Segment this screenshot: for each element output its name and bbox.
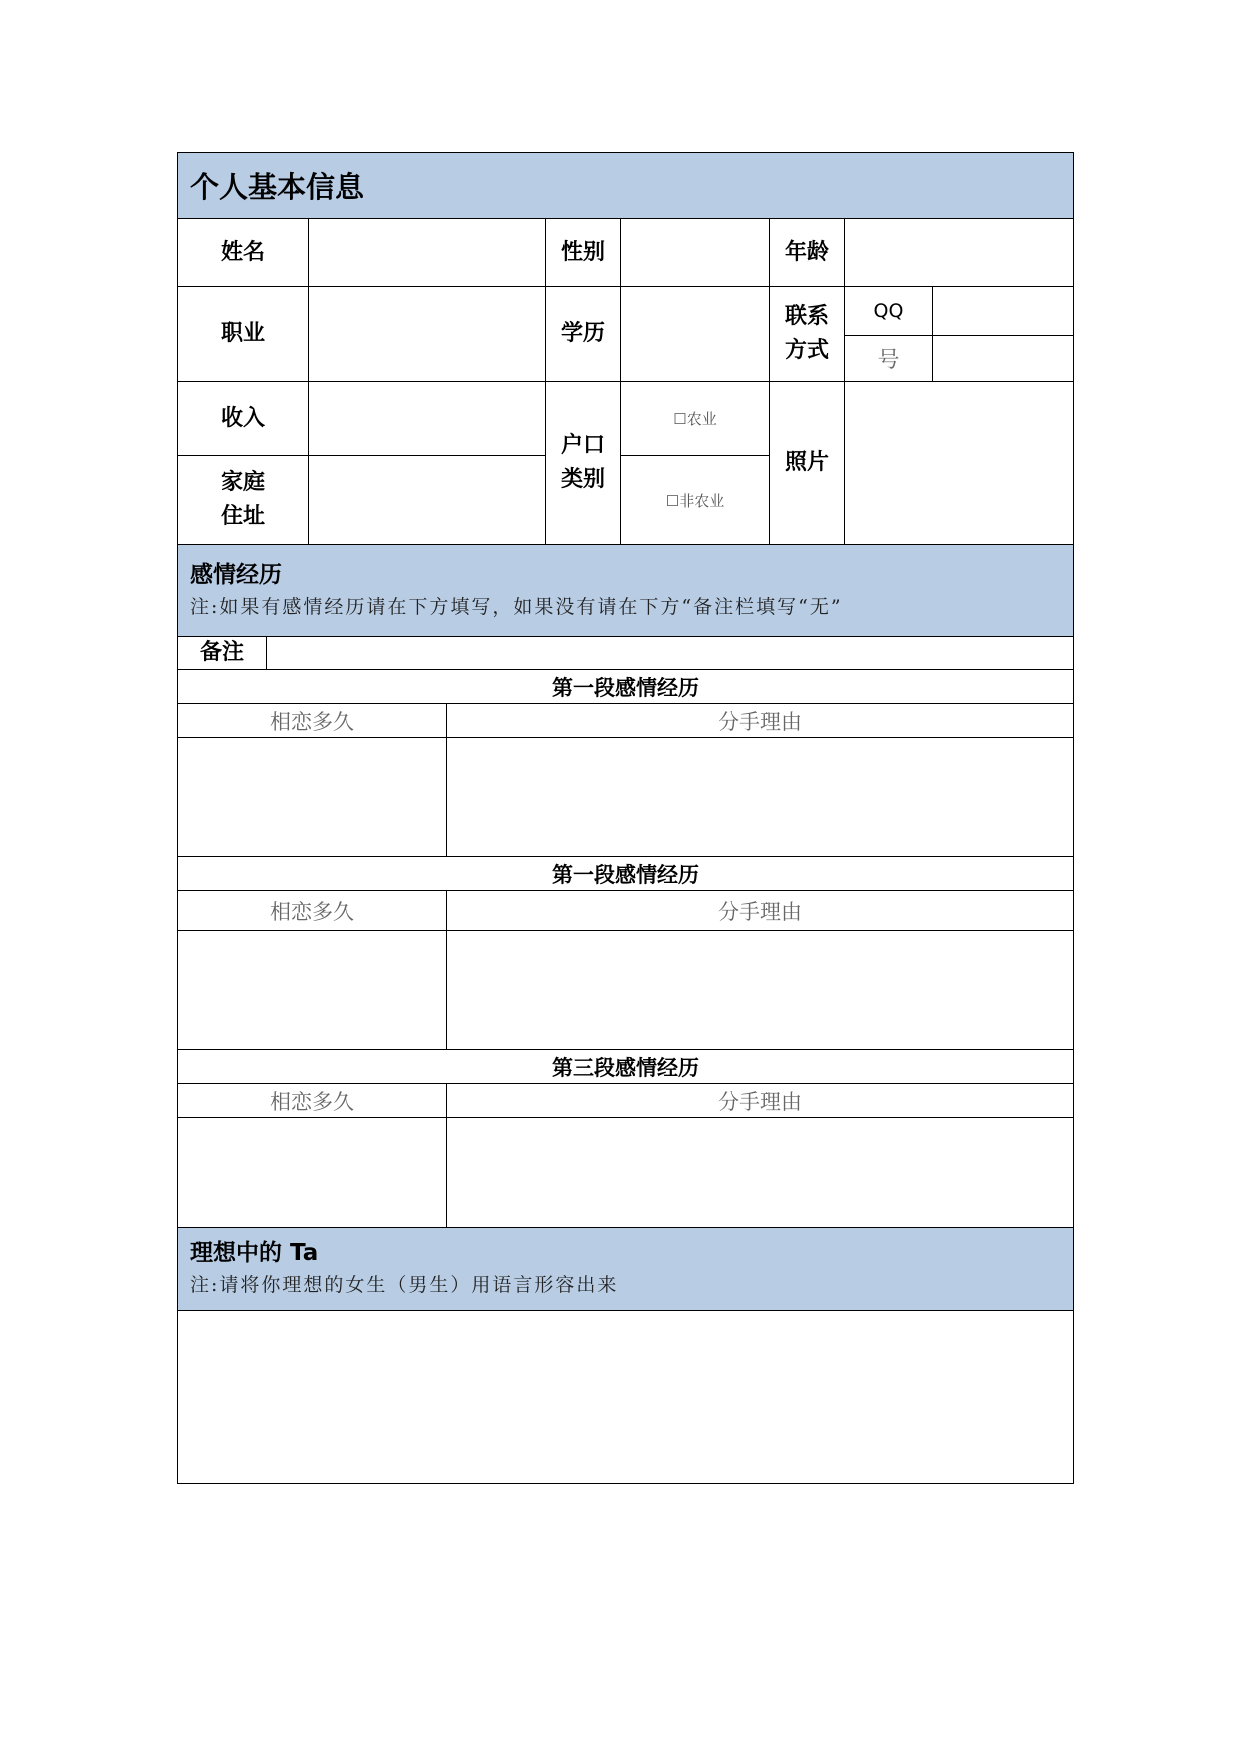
relationship-2-title: 第一段感情经历 bbox=[177, 856, 1074, 891]
name-field[interactable] bbox=[308, 218, 546, 287]
income-field[interactable] bbox=[308, 381, 546, 456]
qq-label: QQ bbox=[844, 286, 933, 336]
photo-box[interactable] bbox=[844, 381, 1074, 545]
photo-label: 照片 bbox=[769, 381, 845, 545]
education-label: 学历 bbox=[545, 286, 621, 382]
relationship-2-reason-header: 分手理由 bbox=[446, 890, 1074, 931]
ideal-partner-title: 理想中的 Ta bbox=[190, 1240, 319, 1266]
relationship-2-duration-header: 相恋多久 bbox=[177, 890, 447, 931]
basic-info-header bbox=[177, 152, 1074, 219]
relationship-1-title: 第一段感情经历 bbox=[177, 669, 1074, 704]
contact-label-line1: 联系 bbox=[784, 304, 829, 329]
love-history-header bbox=[177, 544, 1074, 637]
hukou-agricultural-option[interactable]: ☐农业 bbox=[620, 381, 770, 456]
relationship-2-reason-field[interactable] bbox=[446, 930, 1074, 1050]
relationship-3-title: 第三段感情经历 bbox=[177, 1049, 1074, 1084]
ideal-partner-note: 注:请将你理想的女生（男生）用语言形容出来 bbox=[190, 1274, 619, 1296]
hukou-nonagricultural-option[interactable]: ☐非农业 bbox=[620, 455, 770, 545]
home-address-label-line1: 家庭 bbox=[220, 470, 265, 495]
income-label: 收入 bbox=[177, 381, 309, 456]
qq-field[interactable] bbox=[932, 286, 1074, 336]
relationship-1-reason-field[interactable] bbox=[446, 737, 1074, 857]
gender-label: 性别 bbox=[545, 218, 621, 287]
home-address-label-line2: 住址 bbox=[220, 504, 265, 529]
relationship-1-duration-field[interactable] bbox=[177, 737, 447, 857]
name-label: 姓名 bbox=[177, 218, 309, 287]
home-address-field[interactable] bbox=[308, 455, 546, 545]
love-history-note: 注:如果有感情经历请在下方填写，如果没有请在下方“备注栏填写“无” bbox=[190, 595, 843, 618]
relationship-3-duration-header: 相恋多久 bbox=[177, 1083, 447, 1118]
age-field[interactable] bbox=[844, 218, 1074, 287]
gender-field[interactable] bbox=[620, 218, 770, 287]
ideal-partner-header bbox=[177, 1227, 1074, 1311]
contact-label-line2: 方式 bbox=[784, 338, 829, 363]
profile-form bbox=[177, 152, 1074, 1484]
education-field[interactable] bbox=[620, 286, 770, 382]
hukou-label-line1: 户口 bbox=[560, 433, 605, 458]
relationship-1-reason-header: 分手理由 bbox=[446, 703, 1074, 738]
qq-number-label: 号 bbox=[844, 335, 933, 382]
home-address-label bbox=[177, 455, 309, 545]
relationship-3-reason-header: 分手理由 bbox=[446, 1083, 1074, 1118]
basic-info-title: 个人基本信息 bbox=[190, 170, 365, 204]
hukou-label-line2: 类别 bbox=[560, 467, 605, 492]
contact-label bbox=[769, 286, 845, 382]
relationship-2-duration-field[interactable] bbox=[177, 930, 447, 1050]
age-label: 年龄 bbox=[769, 218, 845, 287]
relationship-3-reason-field[interactable] bbox=[446, 1117, 1074, 1228]
job-field[interactable] bbox=[308, 286, 546, 382]
relationship-3-duration-field[interactable] bbox=[177, 1117, 447, 1228]
remark-field[interactable] bbox=[266, 636, 1074, 670]
relationship-1-duration-header: 相恋多久 bbox=[177, 703, 447, 738]
ideal-partner-field[interactable] bbox=[177, 1310, 1074, 1484]
job-label: 职业 bbox=[177, 286, 309, 382]
hukou-label bbox=[545, 381, 621, 545]
love-history-title: 感情经历 bbox=[190, 561, 282, 588]
remark-label: 备注 bbox=[177, 636, 267, 670]
qq-number-field[interactable] bbox=[932, 335, 1074, 382]
